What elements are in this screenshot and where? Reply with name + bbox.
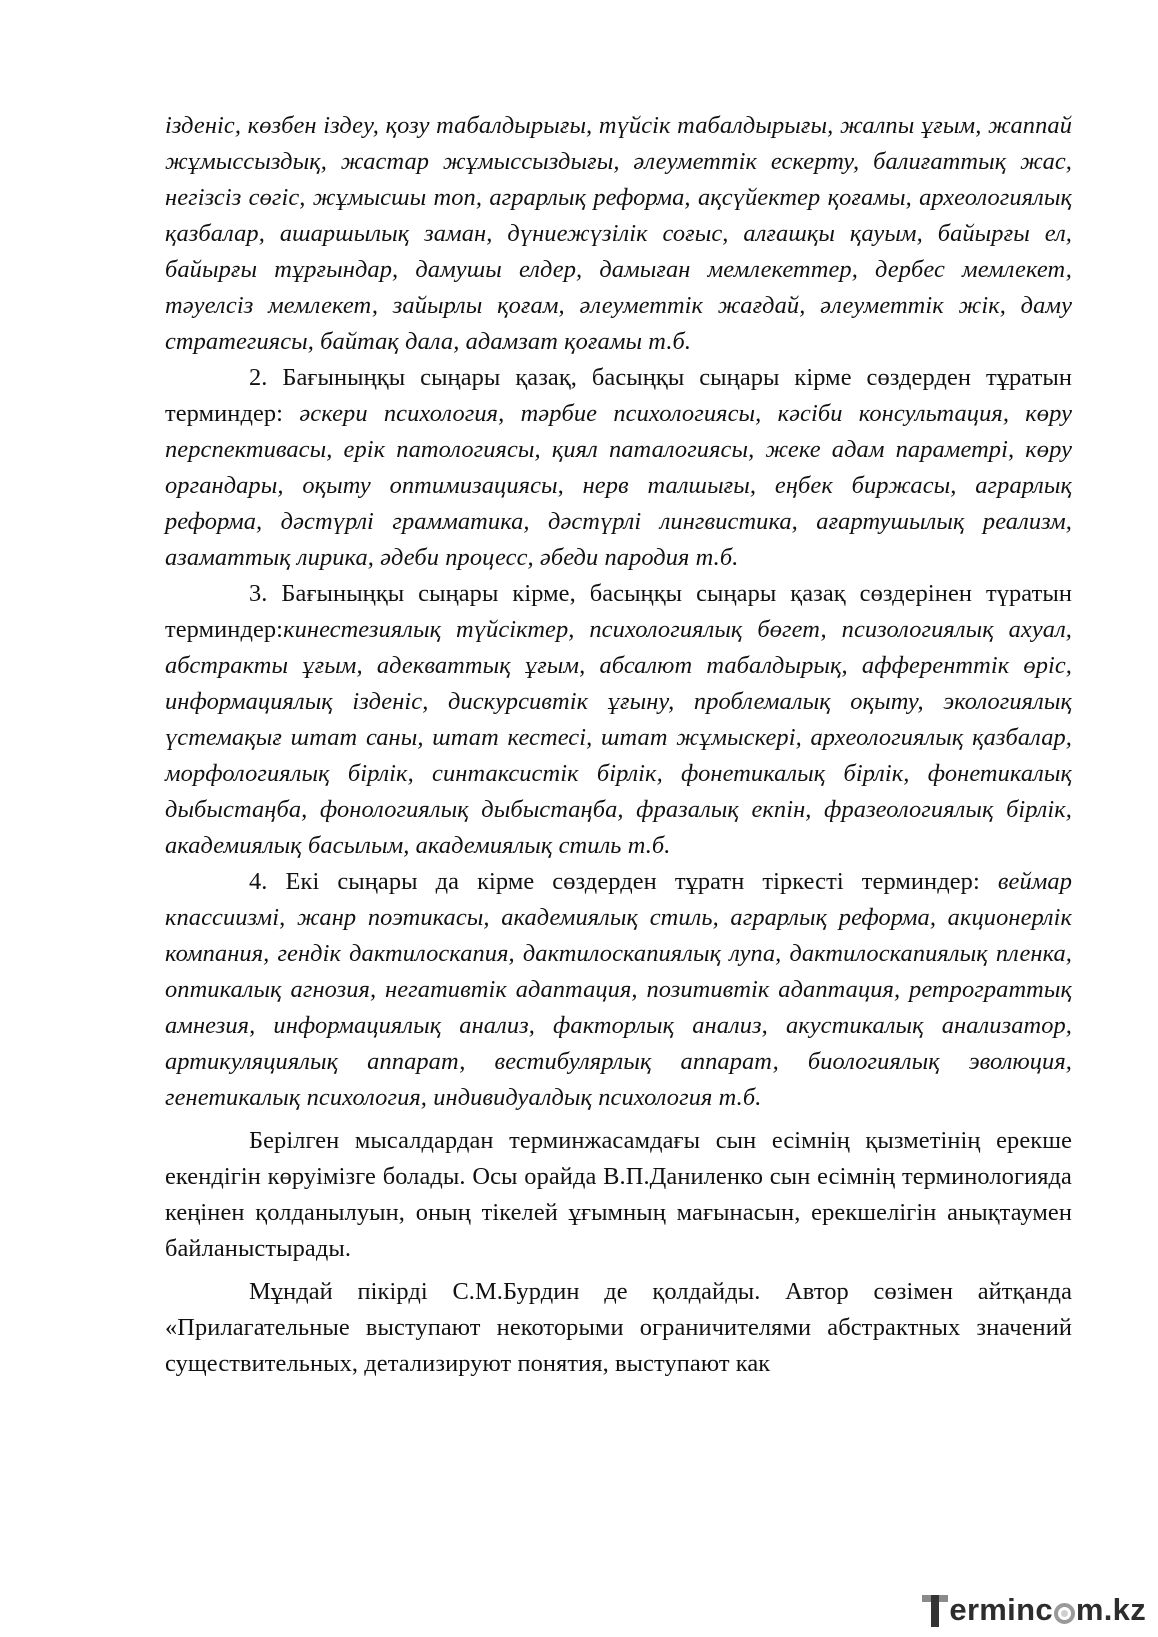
paragraph-1-terms: ізденіс, көзбен іздеу, қозу табалдырығы, түйсік табалдырығы, жалпы ұғым, жаппай жұмыссыздық, жастар жұмыссыздығы, әлеуметтік ескерту, балиғаттық жас, негізсіз сөгіс, жұмысшы топ, аграрлық реформа, ақсүйектер қоғамы, археологиялық қазбалар, ашаршылық заман, дүниежүзілік соғыс, алғашқы қауым, байырғы ел, байырғы тұрғындар, дамушы елдер, дамыған мемлекеттер, дербес мемлекет, тәуелсіз мемлекет, зайырлы қоғам, әлеуметтік жағдай, әлеуметтік жік, даму стратегиясы, байтақ дала, адамзат қоғамы т.б.	[165, 112, 1072, 355]
watermark-o-icon	[1054, 1603, 1075, 1624]
paragraph-2-lead: 2. Бағыныңқы сыңары қазақ, басыңқы сыңары кірме сөздерден тұратын терминдер:	[165, 364, 1072, 427]
watermark-text-end: m.kz	[1075, 1592, 1146, 1627]
paragraph-4-lead: 4. Екі сыңары да кірме сөздерден тұратн тіркесті терминдер:	[249, 868, 998, 895]
termincom-watermark	[922, 1588, 1146, 1632]
paragraph-2-terms: әскери психология, тәрбие психологиясы, кәсіби консультация, көру перспективасы, ерік патологиясы, қиял паталогиясы, жеке адам параметрі, көру органдары, оқыту оптимизациясы, нерв талшығы, еңбек биржасы, аграрлық реформа, дәстүрлі грамматика, дәстүрлі лингвистика, ағартушылық реализм, азаматтық лирика, әдеби процесс, әбеди пародия т.б.	[165, 400, 1072, 571]
paragraph-3-lead: 3. Бағыныңқы сыңары кірме, басыңқы сыңары қазақ сөздерінен түратын терминдер:	[165, 580, 1072, 643]
termincom-logo-icon	[922, 1593, 948, 1627]
paragraph-4-terms: веймар кпассиизмі, жанр поэтикасы, академиялық стиль, аграрлық реформа, акционерлік компания, гендік дактилоскапия, дактилоскапиялық лупа, дактилоскапиялық пленка, оптикалық агнозия, негативтік адаптация, позитивтік адаптация, ретрограттық амнезия, информациялық анализ, факторлық анализ, акустикалық анализатор, артикуляциялық аппарат, вестибулярлық аппарат, биологиялық эволюция, генетикалық психология, индивидуалдық психология т.б.	[165, 868, 1072, 1111]
paragraph-2	[165, 360, 1072, 576]
paragraph-4	[165, 864, 1072, 1116]
paragraph-6	[165, 1274, 1072, 1382]
paragraph-3	[165, 576, 1072, 864]
body-text	[165, 108, 1072, 1382]
paragraph-5	[165, 1123, 1072, 1267]
paragraph-1	[165, 108, 1072, 360]
paragraph-5-text: Берілген мысалдардан терминжасамдағы сын есімнің қызметінің ерекше екендігін көруімізге болады. Осы орайда В.П.Даниленко сын есімнің терминологияда кеңінен қолданылуын, оның тікелей ұғымның мағынасын, ерекшелігін анықтаумен байланыстырады.	[165, 1127, 1072, 1262]
paragraph-3-terms: кинестезиялық түйсіктер, психологиялық бөгет, псизологиялық ахуал, абстракты ұғым, адекваттық ұғым, абсалют табалдырық, афференттік өріс, информациялық ізденіс, дискурсивтік ұғыну, проблемалық оқыту, экологиялық үстемақығ штат саны, штат кестесі, штат жұмыскері, археологиялық қазбалар, морфологиялық бірлік, синтаксистік бірлік, фонетикалық бірлік, фонетикалық дыбыстаңба, фонологиялық дыбыстаңба, фразалық екпін, фразеологиялық бірлік, академиялық басылым, академиялық стиль т.б.	[165, 616, 1072, 859]
paragraph-6-text: Мұндай пікірді С.М.Бурдин де қолдайды. Автор сөзімен айтқанда «Прилагательные выступают некоторыми ограничителями абстрактных значений существительных, детализируют понятия, выступают как	[165, 1278, 1072, 1377]
watermark-text-middle: erminc	[949, 1592, 1053, 1627]
